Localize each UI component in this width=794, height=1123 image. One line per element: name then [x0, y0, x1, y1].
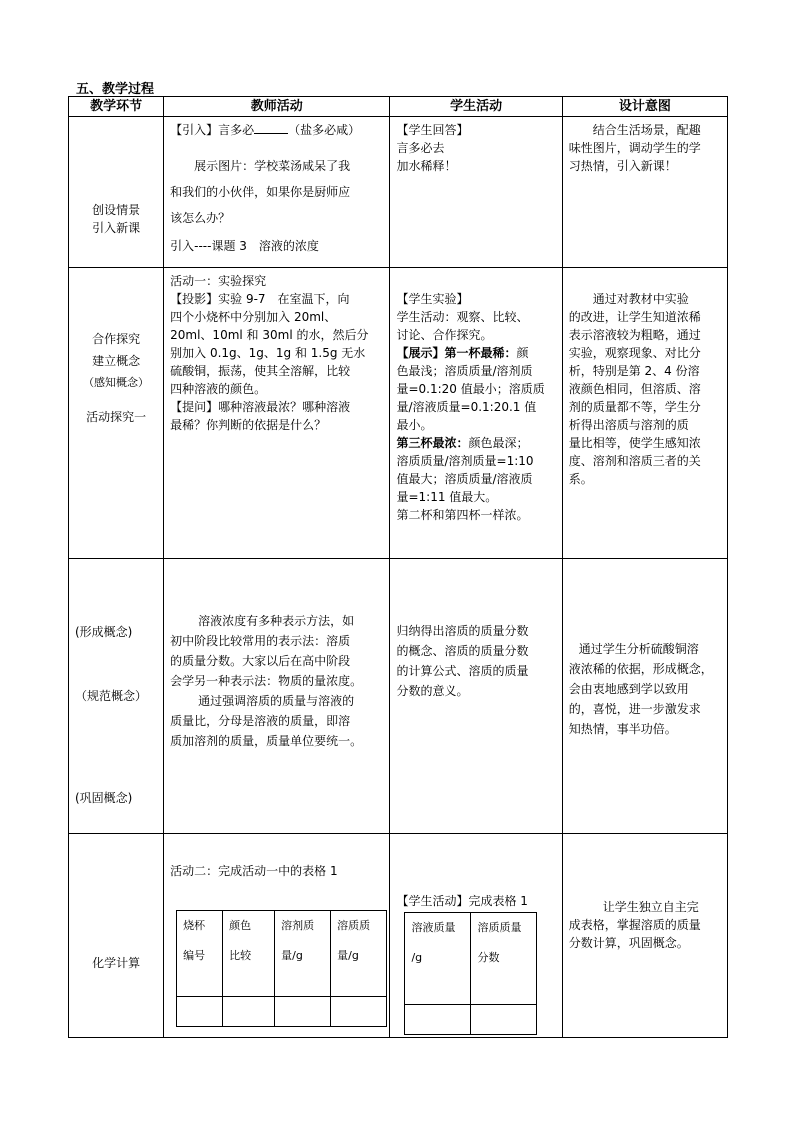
table-1-header: 烧杯 编号	[177, 911, 223, 997]
student-table-header: 溶质质量 分数	[471, 913, 537, 1005]
header-teacher: 教师活动	[164, 97, 390, 117]
stage-line: 创设情景	[92, 203, 141, 217]
student-cell: 归纳得出溶质的质量分数 的概念、溶质的质量分数 的计算公式、溶质的质量 分数的意义。	[390, 559, 562, 834]
teaching-process-table	[68, 96, 728, 1038]
student-table-header: 溶液质量 /g	[405, 913, 471, 1005]
header-stage: 教学环节	[69, 97, 164, 117]
student-table-empty-cell[interactable]	[471, 1005, 537, 1035]
student-table-empty-cell[interactable]	[405, 1005, 471, 1035]
teacher-cell: 【引入】言多必 （盐多必咸） 展示图片：学校菜汤咸呆了我 和我们的小伙伴，如果你是厨师应 该怎么办？ 引入----课题 3 溶液的浓度	[164, 117, 390, 268]
table-row	[69, 117, 728, 268]
stage-cell: (形成概念) （规范概念） (巩固概念)	[69, 559, 164, 834]
student-cell: 【学生实验】 学生活动：观察、比较、 讨论、合作探究。 【展示】第一杯最稀：颜 色最浅；溶质质量/溶剂质 量=0.1:20 值最小；溶质质 量/溶液质量=0.1:20.1 值 最小。 第三杯最浓：颜色最深； 溶质质量/溶剂质量=1:10 值最大；溶质质量/溶液质 量=1:11 值最大。 第二杯和第四杯一样浓。	[390, 268, 562, 559]
header-student: 学生活动	[390, 97, 562, 117]
header-row	[69, 97, 728, 117]
intent-cell: 通过学生分析硫酸铜溶 液浓稀的依据，形成概念， 会由衷地感到学以致用 的，喜悦，进一步激发求 知热情，事半功倍。	[562, 559, 727, 834]
intent-cell: 结合生活场景，配趣 味性图片，调动学生的学 习热情，引入新课！	[562, 117, 727, 268]
stage-cell	[69, 117, 164, 268]
table-row	[69, 268, 728, 559]
section-title: 五、教学过程	[76, 82, 155, 97]
student-cell: 【学生活动】完成表格 1 溶液质量 /g 溶质质量 分数	[390, 834, 562, 1038]
intent-cell: 让学生独立自主完 成表格，掌握溶质的质量 分数计算，巩固概念。	[562, 834, 727, 1038]
table-1-empty-cell[interactable]	[177, 997, 223, 1027]
student-table-1	[404, 912, 537, 1035]
header-intent: 设计意图	[562, 97, 727, 117]
fill-blank	[254, 121, 288, 134]
teacher-intro: 【引入】言多必 （盐多必咸）	[170, 123, 361, 137]
table-1-blank	[176, 910, 387, 1027]
student-cell: 【学生回答】 言多必去 加水稀释！	[390, 117, 562, 268]
stage-cell: 化学计算	[69, 834, 164, 1038]
intent-cell: 通过对教材中实验 的改进，让学生知道浓稀 表示溶液较为粗略，通过 实验，观察现象、对比分 析，特别是第 2、4 份溶 液颜色相同，但溶质、溶 剂的质量都不等，学生分 析得出溶质与溶剂的质 量比相等，使学生感知浓 度、溶剂和溶质三者的关 系。	[562, 268, 727, 559]
table-1-header: 溶剂质 量/g	[275, 911, 331, 997]
table-row	[69, 834, 728, 1038]
table-1-header: 溶质质 量/g	[331, 911, 387, 997]
teacher-cell: 溶液浓度有多种表示方法，如 初中阶段比较常用的表示法：溶质 的质量分数。大家以后在高中阶段 会学另一种表示法：物质的量浓度。 通过强调溶质的质量与溶液的 质量比，分母是溶液的质量，即溶 质加溶剂的质量，质量单位要统一。	[164, 559, 390, 834]
stage-line: 引入新课	[92, 221, 141, 235]
stage-cell: 合作探究 建立概念 （感知概念） 活动探究一	[69, 268, 164, 559]
table-row	[69, 559, 728, 834]
teacher-cell: 活动一：实验探究 【投影】实验 9-7 在室温下，向 四个小烧杯中分别加入 20ml、 20ml、10ml 和 30ml 的水，然后分 别加入 0.1g、1g、1g 和 1.5g 无水 硫酸铜，振荡，使其全溶解，比较 四种溶液的颜色。 【提问】哪种溶液最浓？哪种溶液 最稀？你判断的依据是什么？	[164, 268, 390, 559]
table-1-empty-cell[interactable]	[223, 997, 275, 1027]
table-1-header: 颜色 比较	[223, 911, 275, 997]
table-1-empty-cell[interactable]	[275, 997, 331, 1027]
table-1-empty-cell[interactable]	[331, 997, 387, 1027]
teacher-cell: 活动二：完成活动一中的表格 1 烧杯 编号 颜色 比较 溶剂质 量/g 溶质质 量/g	[164, 834, 390, 1038]
